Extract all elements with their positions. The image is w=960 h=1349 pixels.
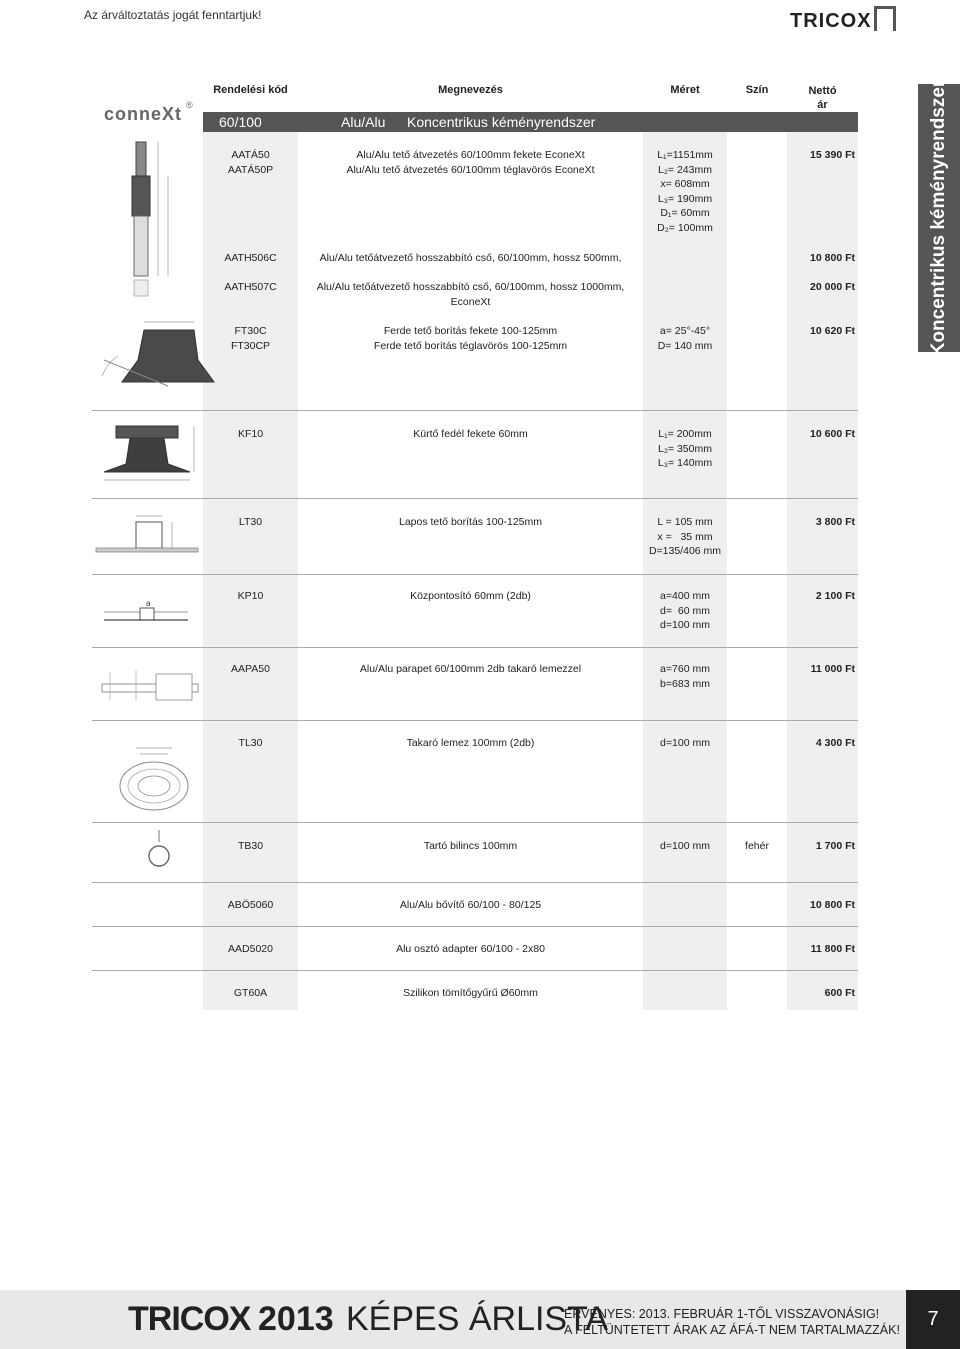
- product-price: 2 100 Ft: [815, 590, 855, 602]
- name-line: Alu/Alu tetőátvezető hosszabbító cső, 60/100mm, hossz 1000mm,: [316, 281, 625, 293]
- footer-brand: TRICOX: [128, 1300, 251, 1338]
- product-price: 11 800 Ft: [810, 943, 855, 955]
- name-line: Alu/Alu tető átvezetés 60/100mm fekete EconeXt: [356, 149, 585, 161]
- roof-flashing-drawing: [98, 316, 218, 394]
- product-code: AAPA50: [231, 663, 270, 675]
- size-line: L₃= 190mm: [657, 192, 713, 205]
- size-line: L = 105 mm: [657, 516, 713, 528]
- size-line: x= 608mm: [660, 178, 710, 191]
- product-size: [643, 589, 727, 633]
- product-size: [643, 515, 727, 559]
- product-name: Szilikon tömítőgyűrű Ø60mm: [403, 987, 538, 999]
- row-separator: [92, 720, 858, 721]
- connext-logo-text: conneXt: [104, 104, 183, 124]
- product-price: 11 000 Ft: [810, 663, 855, 675]
- size-line: L₃= 140mm: [657, 457, 713, 470]
- product-price: 10 620 Ft: [810, 325, 855, 337]
- size-line: D₁= 60mm: [660, 207, 710, 220]
- size-line: L₁= 200mm: [658, 428, 712, 440]
- brand-mark-icon: [874, 6, 896, 31]
- header-size: Méret: [670, 84, 700, 96]
- parapet-drawing: [96, 664, 204, 706]
- footer-title: KÉPES ÁRLISTA: [346, 1300, 609, 1338]
- product-price: 10 800 Ft: [810, 899, 855, 911]
- connext-logo: [104, 100, 194, 128]
- section-band: [203, 112, 858, 132]
- product-code: LT30: [238, 516, 263, 528]
- size-line: b=683 mm: [660, 677, 710, 690]
- cover-plate-drawing: [116, 742, 192, 814]
- product-name: [298, 280, 643, 309]
- product-name: Lapos tető borítás 100-125mm: [398, 516, 542, 528]
- footer-note-line1: ÉRVÉNYES: 2013. FEBRUÁR 1-TŐL VISSZAVONÁSIG!: [564, 1307, 880, 1321]
- size-line: L₁=1151mm: [657, 149, 713, 161]
- product-code: TB30: [237, 840, 264, 852]
- product-code: AATH507C: [224, 281, 277, 293]
- product-price: 20 000 Ft: [810, 281, 855, 293]
- code-line: AATÁ50P: [227, 163, 274, 176]
- size-line: d= 60 mm: [660, 604, 710, 617]
- name-line: Ferde tető borítás fekete 100-125mm: [383, 325, 558, 337]
- product-code: [203, 148, 298, 177]
- product-price: 10 800 Ft: [810, 252, 855, 264]
- footer-year: 2013: [258, 1300, 334, 1338]
- product-name: Kürtő fedél fekete 60mm: [413, 428, 528, 440]
- product-name: Alu/Alu parapet 60/100mm 2db takaró lemezzel: [359, 663, 582, 675]
- centering-piece-drawing: [100, 598, 192, 632]
- footer-note-line2: A FELTÜNTETETT ÁRAK AZ ÁFÁ-T NEM TARTALMAZZÁK!: [564, 1323, 900, 1337]
- row-separator: [92, 647, 858, 648]
- product-price: 3 800 Ft: [815, 516, 855, 528]
- product-code: KP10: [237, 590, 264, 602]
- product-size: [643, 148, 727, 236]
- product-name: Központosító 60mm (2db): [410, 590, 531, 602]
- product-code: AAD5020: [228, 943, 273, 955]
- section-material: Alu/Alu: [341, 114, 386, 130]
- name-line: Ferde tető borítás téglavörös 100-125mm: [373, 339, 568, 352]
- size-line: x = 35 mm: [657, 530, 713, 543]
- size-line: a= 25°-45°: [659, 325, 711, 337]
- brand-logo-top: [790, 6, 896, 33]
- registered-icon: ®: [186, 100, 193, 110]
- product-size: d=100 mm: [660, 737, 710, 749]
- section-title: Koncentrikus kéményrendszer: [407, 114, 596, 130]
- product-price: 1 700 Ft: [815, 840, 855, 852]
- code-line: FT30C: [234, 325, 267, 337]
- size-line: D₂= 100mm: [657, 221, 713, 234]
- row-separator: [92, 410, 858, 411]
- flat-roof-flashing-drawing: [92, 512, 202, 560]
- size-line: L₂= 243mm: [658, 163, 712, 176]
- page-number: 7: [906, 1290, 960, 1349]
- product-code: KF10: [237, 428, 264, 440]
- product-name: Takaró lemez 100mm (2db): [406, 737, 535, 749]
- size-line: a=400 mm: [660, 590, 710, 602]
- size-column-bg: [643, 132, 727, 1010]
- product-price: 4 300 Ft: [815, 737, 855, 749]
- product-size: [643, 662, 727, 691]
- product-price: 10 600 Ft: [810, 428, 855, 440]
- row-separator: [92, 574, 858, 575]
- bracket-clamp-drawing: [146, 826, 172, 874]
- roof-terminal-drawing: [128, 136, 178, 302]
- product-name: Alu/Alu bővítő 60/100 - 80/125: [399, 899, 542, 911]
- disclaimer-note: Az árváltoztatás jogát fenntartjuk!: [84, 8, 262, 22]
- size-line: L₂= 350mm: [658, 442, 712, 455]
- header-price: [787, 84, 858, 112]
- name-line: Alu/Alu tető átvezetés 60/100mm téglavörös EconeXt: [346, 163, 595, 176]
- size-line: D=135/406 mm: [648, 545, 722, 558]
- footer-note: [564, 1306, 900, 1338]
- product-color: fehér: [745, 840, 769, 852]
- product-size: [643, 324, 727, 353]
- row-separator: [92, 926, 858, 927]
- product-code: GT60A: [233, 987, 268, 999]
- size-line: D= 140 mm: [657, 339, 713, 352]
- section-size: 60/100: [219, 114, 262, 130]
- size-line: a=760 mm: [660, 663, 710, 675]
- header-price-line2: ár: [817, 99, 828, 111]
- row-separator: [92, 882, 858, 883]
- product-name: Tartó bilincs 100mm: [423, 840, 518, 852]
- row-separator: [92, 498, 858, 499]
- product-name: Alu/Alu tetőátvezető hosszabbító cső, 60/100mm, hossz 500mm,: [319, 252, 622, 264]
- header-color: Szín: [745, 84, 769, 96]
- code-line: FT30CP: [230, 339, 271, 352]
- product-name: [298, 148, 643, 177]
- product-size: [643, 427, 727, 471]
- product-name: Alu osztó adapter 60/100 - 2x80: [396, 943, 545, 955]
- product-price: 600 Ft: [824, 987, 855, 999]
- code-line: AATÁ50: [231, 149, 270, 161]
- product-size: d=100 mm: [660, 840, 710, 852]
- header-price-line1: Nettó: [808, 85, 837, 97]
- product-code: TL30: [238, 737, 263, 749]
- svg-text:a: a: [146, 599, 151, 608]
- header-name: Megnevezés: [438, 84, 503, 96]
- sidebar-title: Koncentrikus kéményrendszer: [928, 79, 949, 357]
- product-name: [298, 324, 643, 353]
- name-line: EconeXt: [450, 295, 491, 308]
- row-separator: [92, 970, 858, 971]
- row-separator: [92, 822, 858, 823]
- size-line: d=100 mm: [660, 619, 710, 632]
- brand-name: TRICOX: [790, 10, 872, 32]
- product-price: 15 390 Ft: [810, 149, 855, 161]
- product-code: ABÖ5060: [227, 899, 274, 911]
- chimney-cap-drawing: [94, 420, 200, 486]
- product-code: AATH506C: [224, 252, 277, 264]
- header-code: Rendelési kód: [213, 84, 288, 96]
